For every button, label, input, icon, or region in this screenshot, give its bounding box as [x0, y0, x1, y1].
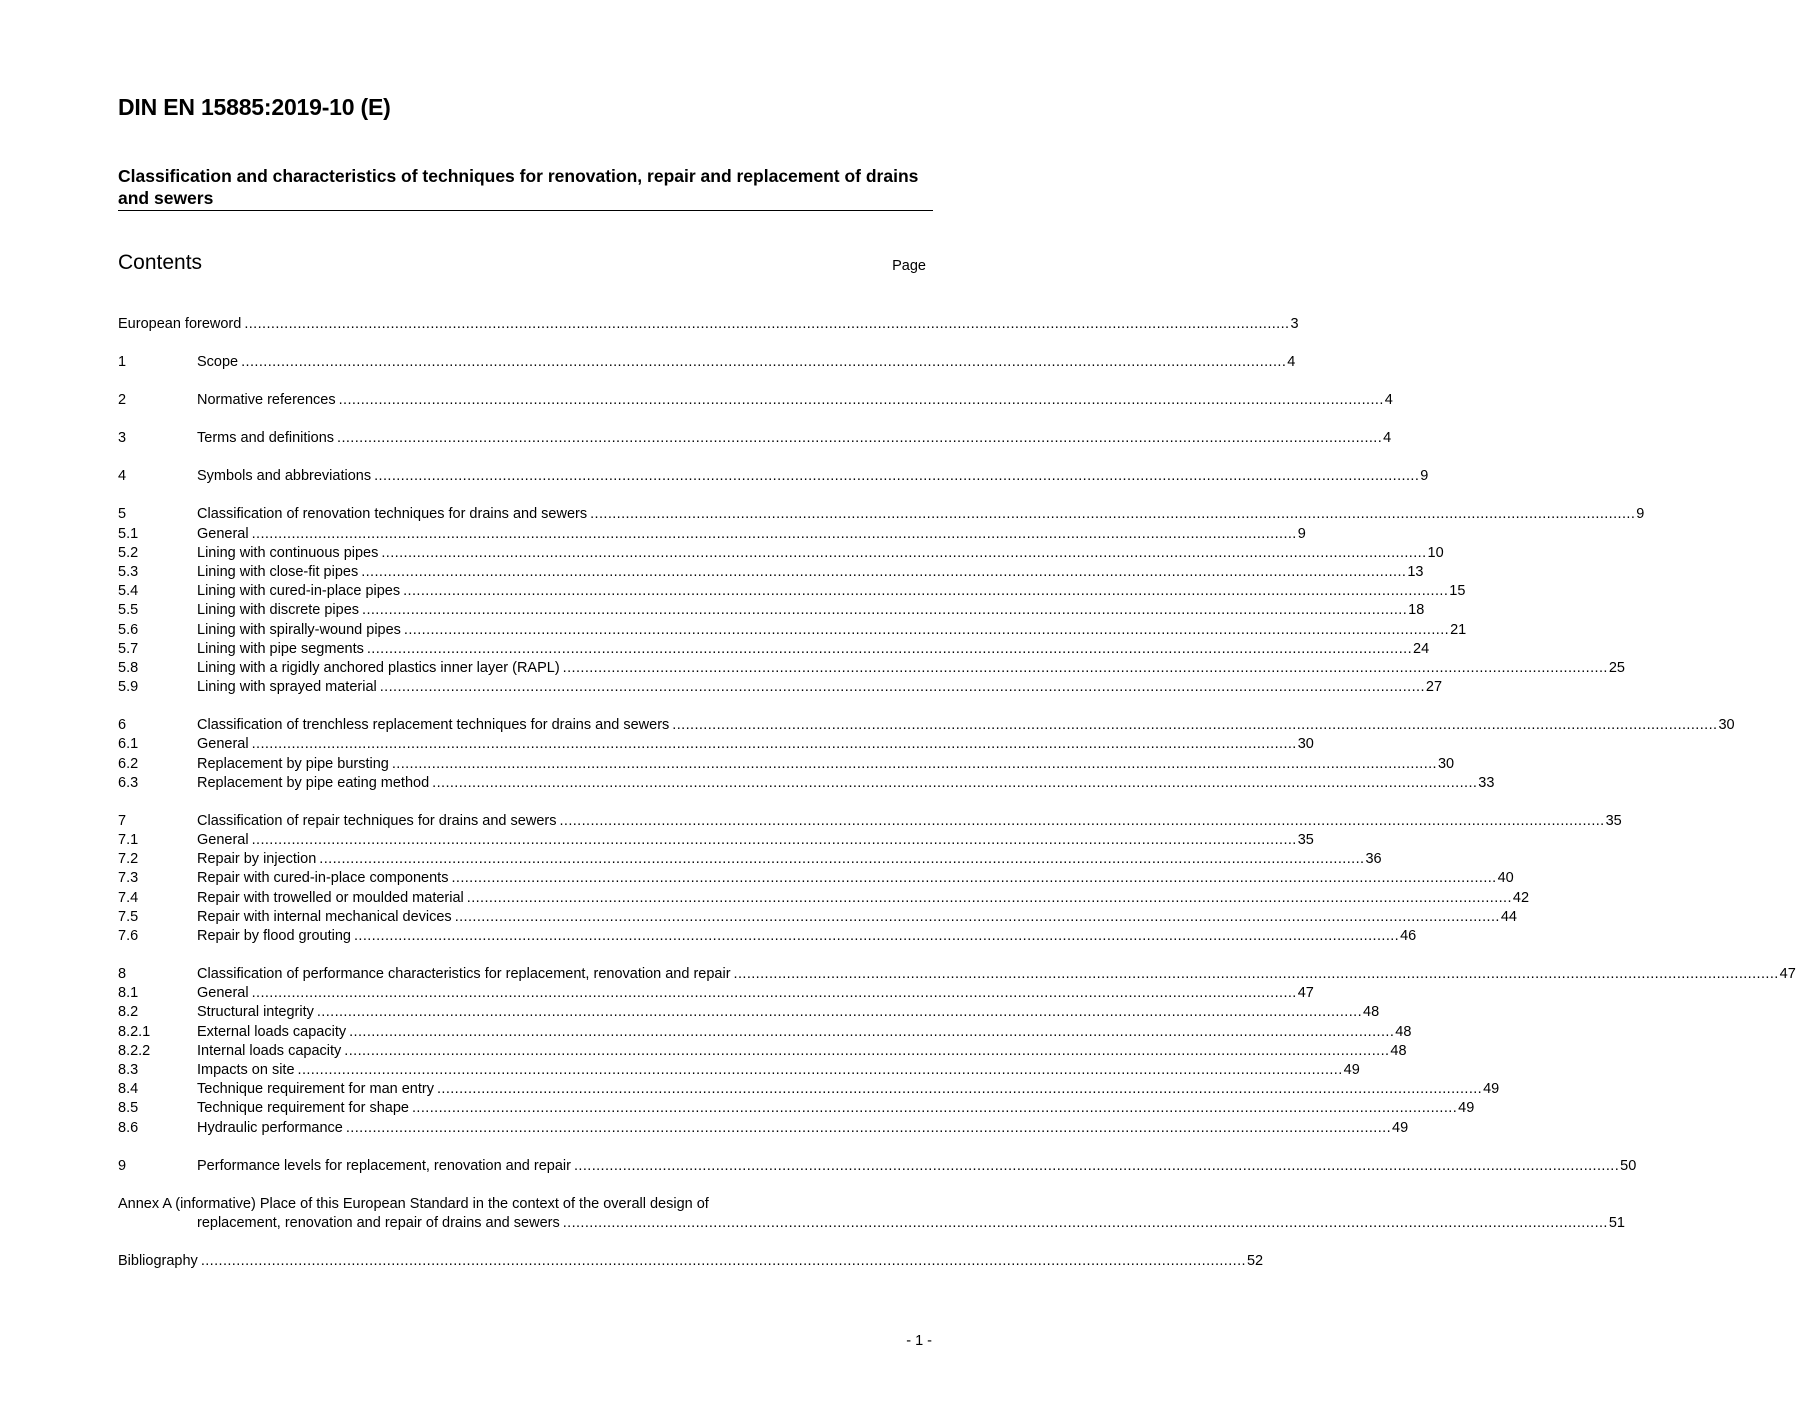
toc-entry-5-1[interactable]	[118, 525, 1306, 544]
toc-entry-title: Normative references	[197, 392, 336, 409]
toc-entry-number: 8.2.1	[118, 1023, 151, 1040]
toc-entry-8-2[interactable]	[118, 1003, 1380, 1022]
toc-entry-title: Technique requirement for shape	[197, 1100, 409, 1117]
toc-entry-4[interactable]	[118, 467, 1429, 486]
toc-entry-title: External loads capacity	[197, 1023, 347, 1040]
toc-entry-number: 2	[118, 392, 127, 409]
toc-entry-number: 5.9	[118, 679, 139, 696]
document-title: Classification and characteristics of techniques for renovation, repair and replacement of drains and sewers	[118, 165, 933, 211]
toc-entry-number: 3	[118, 430, 127, 447]
toc-entry-page: 18	[1408, 602, 1425, 619]
toc-entry-page: 40	[1497, 870, 1514, 887]
dot-leader	[298, 1061, 1343, 1080]
toc-entry-page: 50	[1620, 1157, 1637, 1174]
toc-entry-page: 30	[1437, 755, 1455, 772]
toc-entry-annex-a[interactable]	[118, 1214, 1625, 1233]
dot-leader	[672, 716, 1717, 735]
toc-entry-7-1[interactable]	[118, 831, 1314, 850]
toc-entry-page: 30	[1297, 736, 1314, 753]
toc-entry-9[interactable]	[118, 1157, 1637, 1176]
toc-entry-number: 5.7	[118, 640, 139, 657]
dot-leader	[241, 353, 1286, 372]
dot-leader	[337, 429, 1382, 448]
toc-entry-number: 7	[118, 812, 127, 829]
dot-leader	[392, 755, 1437, 774]
toc-entry-title: Internal loads capacity	[197, 1042, 342, 1059]
toc-entry-number: 1	[118, 354, 127, 371]
toc-entry-3[interactable]	[118, 429, 1392, 448]
toc-entry-number: 6.2	[118, 755, 139, 772]
toc-entry-title: Bibliography	[118, 1252, 198, 1269]
toc-entry-title: Performance levels for replacement, renovation and repair	[197, 1157, 571, 1174]
toc-entry-page: 42	[1512, 889, 1530, 906]
toc-entry-number: 8.3	[118, 1061, 139, 1078]
toc-entry-8-2-2[interactable]	[118, 1042, 1407, 1061]
toc-entry-page: 21	[1450, 621, 1467, 638]
dot-leader	[380, 678, 1425, 697]
toc-entry-title: Hydraulic performance	[197, 1119, 343, 1136]
toc-entry-title: Classification of trenchless replacement techniques for drains and sewers	[197, 717, 670, 734]
toc-entry-7-5[interactable]	[118, 908, 1517, 927]
toc-entry-number: 8.2	[118, 1004, 139, 1021]
toc-entry-number: 8.6	[118, 1119, 139, 1136]
toc-entry-8[interactable]	[118, 965, 1796, 984]
toc-entry-number: 7.6	[118, 927, 139, 944]
toc-entry-page: 48	[1390, 1042, 1407, 1059]
toc-entry-5-8[interactable]	[118, 659, 1625, 678]
dot-leader	[574, 1157, 1619, 1176]
toc-entry-number: 8.1	[118, 985, 139, 1002]
toc-entry-page: 51	[1608, 1214, 1625, 1231]
dot-leader	[374, 467, 1419, 486]
toc-entry-7-2[interactable]	[118, 850, 1382, 869]
toc-entry-page: 9	[1636, 506, 1645, 523]
toc-entry-page: 3	[1290, 316, 1299, 332]
toc-entry-6-1[interactable]	[118, 735, 1314, 754]
toc-entry-title: Lining with pipe segments	[197, 640, 364, 657]
dot-leader	[559, 812, 1604, 831]
toc-entry-number: 5.5	[118, 602, 139, 619]
toc-entry-number: 7.2	[118, 851, 139, 868]
dot-leader	[381, 544, 1426, 563]
toc-entry-number: 5.8	[118, 659, 139, 676]
toc-entry-title: Replacement by pipe eating method	[197, 774, 430, 791]
toc-entry-title: Terms and definitions	[197, 430, 335, 447]
toc-entry-7-3[interactable]	[118, 869, 1514, 888]
toc-entry-page: 4	[1384, 392, 1393, 409]
dot-leader	[455, 908, 1500, 927]
toc-entry-title: Lining with a rigidly anchored plastics inner layer (RAPL)	[197, 659, 560, 676]
dot-leader	[244, 315, 1289, 334]
toc-annex-a-title-line1[interactable]: Annex A (informative) Place of this European Standard in the context of the overall design of	[118, 1195, 709, 1212]
contents-heading: Contents	[118, 251, 203, 274]
toc-entry-number: 8	[118, 966, 127, 982]
toc-entry-6-2[interactable]	[118, 755, 1455, 774]
toc-entry-number: 8.5	[118, 1100, 139, 1117]
toc-entry-8-5[interactable]	[118, 1099, 1475, 1118]
toc-entry-8-4[interactable]	[118, 1080, 1500, 1099]
toc-entry-8-2-1[interactable]	[118, 1023, 1412, 1042]
toc-entry-2[interactable]	[118, 391, 1393, 410]
toc-entry-page: 36	[1365, 851, 1382, 868]
dot-leader	[317, 1003, 1362, 1022]
toc-entry-5-4[interactable]	[118, 582, 1466, 601]
dot-leader	[201, 1252, 1246, 1271]
dot-leader	[339, 391, 1384, 410]
document-id: DIN EN 15885:2019-10 (E)	[118, 94, 391, 120]
toc-entry-page: 4	[1383, 430, 1392, 447]
toc-entry-title: General	[197, 525, 249, 542]
toc-entry-page: 48	[1395, 1023, 1412, 1040]
toc-entry-number: 5	[118, 506, 127, 523]
toc-entry-6-3[interactable]	[118, 774, 1495, 793]
dot-leader	[432, 774, 1477, 793]
toc-entry-bibliography[interactable]	[118, 1252, 1264, 1271]
toc-entry-number: 6	[118, 717, 127, 734]
toc-entry-title: General	[197, 985, 249, 1002]
toc-entry-title: Replacement by pipe bursting	[197, 755, 389, 772]
toc-entry-number: 7.5	[118, 908, 139, 925]
toc-entry-title: General	[197, 831, 249, 848]
page-number-footer: - 1 -	[906, 1333, 932, 1349]
toc-entry-page: 30	[1718, 717, 1735, 734]
dot-leader	[563, 659, 1608, 678]
toc-entry-title: Impacts on site	[197, 1061, 295, 1078]
toc-entry-page: 9	[1297, 525, 1306, 542]
toc-entry-5[interactable]	[118, 505, 1645, 524]
toc-entry-title: Lining with discrete pipes	[197, 602, 360, 619]
toc-entry-title: Classification of performance characteristics for replacement, renovation and repair	[197, 966, 731, 982]
toc-entry-title: Repair by injection	[197, 851, 317, 868]
dot-leader	[362, 601, 1407, 620]
toc-entry-title: Technique requirement for man entry	[197, 1081, 434, 1098]
toc-entry-number: 7.1	[118, 831, 139, 848]
toc-entry-title: Classification of renovation techniques for drains and sewers	[197, 506, 588, 523]
toc-entry-title: Repair by flood grouting	[197, 927, 351, 944]
dot-leader	[467, 889, 1512, 908]
dot-leader	[344, 1042, 1389, 1061]
toc-entry-number: 5.4	[118, 583, 139, 600]
toc-entry-number: 5.3	[118, 563, 139, 580]
toc-entry-5-3[interactable]	[118, 563, 1424, 582]
toc-entry-page: 49	[1458, 1100, 1475, 1117]
toc-entry-title: Repair with internal mechanical devices	[197, 908, 452, 925]
toc-entry-page: 48	[1363, 1004, 1380, 1021]
toc-entry-number: 8.4	[118, 1081, 139, 1098]
toc-entry-title: General	[197, 736, 249, 753]
toc-entry-page: 49	[1483, 1081, 1500, 1098]
dot-leader	[361, 563, 1406, 582]
dot-leader	[563, 1214, 1608, 1233]
toc-entry-page: 35	[1605, 812, 1622, 829]
toc-entry-number: 8.2.2	[118, 1042, 151, 1059]
toc-entry-title: Structural integrity	[197, 1004, 314, 1021]
toc-entry-7[interactable]	[118, 812, 1622, 831]
toc-entry-page: 25	[1608, 659, 1625, 676]
toc-entry-title: Lining with close-fit pipes	[197, 563, 359, 580]
toc-entry-page: 47	[1297, 985, 1314, 1002]
toc-entry-8-3[interactable]	[118, 1061, 1360, 1080]
toc-entry-page: 52	[1246, 1252, 1264, 1269]
toc-entry-7-6[interactable]	[118, 927, 1417, 946]
toc-entry-6[interactable]	[118, 716, 1735, 735]
dot-leader	[412, 1099, 1457, 1118]
toc-entry-foreword[interactable]	[118, 315, 1299, 334]
dot-leader	[354, 927, 1399, 946]
dot-leader	[252, 735, 1297, 754]
toc-entry-number: 4	[118, 468, 127, 485]
dot-leader	[437, 1080, 1482, 1099]
toc-entry-5-2[interactable]	[118, 544, 1444, 563]
toc-entry-number: 5.2	[118, 544, 139, 561]
toc-entry-page: 9	[1420, 468, 1429, 485]
toc-entry-5-6[interactable]	[118, 621, 1467, 640]
toc-entry-page: 4	[1287, 354, 1296, 371]
dot-leader	[403, 582, 1448, 601]
toc-entry-title: Classification of repair techniques for drains and sewers	[197, 812, 557, 829]
toc-entry-page: 49	[1343, 1061, 1360, 1078]
toc-entry-title: Scope	[197, 354, 239, 371]
toc-entry-number: 9	[118, 1157, 127, 1174]
toc-entry-number: 5.6	[118, 621, 139, 638]
toc-entry-title: Symbols and abbreviations	[197, 468, 372, 485]
dot-leader	[734, 965, 1779, 984]
toc-entry-8-6[interactable]	[118, 1119, 1409, 1138]
toc-entry-number: 6.3	[118, 774, 139, 791]
toc-entry-5-5[interactable]	[118, 601, 1425, 620]
dot-leader	[367, 640, 1412, 659]
toc-entry-8-1[interactable]	[118, 984, 1314, 1003]
toc-entry-title: European foreword	[118, 316, 242, 332]
dot-leader	[252, 984, 1297, 1003]
toc-entry-page: 10	[1427, 544, 1444, 561]
dot-leader	[346, 1119, 1391, 1138]
toc-entry-page: 13	[1407, 563, 1424, 580]
toc-entry-page: 15	[1449, 583, 1466, 600]
toc-entry-number: 5.1	[118, 525, 139, 542]
dot-leader	[252, 831, 1297, 850]
toc-entry-page: 44	[1500, 908, 1517, 925]
toc-entry-page: 33	[1478, 774, 1495, 791]
toc-entry-title: Lining with cured-in-place pipes	[197, 583, 401, 600]
toc-entry-page: 35	[1297, 831, 1314, 848]
toc-entry-page: 49	[1392, 1119, 1409, 1136]
page-column-heading: Page	[892, 258, 926, 274]
dot-leader	[404, 621, 1449, 640]
toc-entry-number: 7.3	[118, 870, 139, 887]
toc-entry-number: 6.1	[118, 736, 139, 753]
toc-entry-title: Lining with continuous pipes	[197, 544, 379, 561]
toc-entry-5-9[interactable]	[118, 678, 1443, 697]
toc-entry-title: Lining with sprayed material	[197, 679, 377, 696]
dot-leader	[451, 869, 1496, 888]
toc-entry-number: 7.4	[118, 889, 139, 906]
toc-entry-title: Lining with spirally-wound pipes	[197, 621, 401, 638]
table-of-contents	[118, 315, 1796, 1271]
toc-entry-1[interactable]	[118, 353, 1296, 372]
toc-entry-title: Repair with trowelled or moulded material	[197, 889, 464, 906]
toc-entry-page: 46	[1400, 927, 1417, 944]
dot-leader	[252, 525, 1297, 544]
toc-entry-title: Repair with cured-in-place components	[197, 870, 449, 887]
toc-entry-5-7[interactable]	[118, 640, 1430, 659]
dot-leader	[319, 850, 1364, 869]
toc-entry-title: replacement, renovation and repair of drains and sewers	[197, 1214, 560, 1231]
dot-leader	[590, 505, 1635, 524]
toc-entry-page: 27	[1425, 679, 1443, 696]
dot-leader	[349, 1023, 1394, 1042]
toc-entry-page: 47	[1779, 966, 1796, 982]
toc-entry-page: 24	[1413, 640, 1430, 657]
toc-entry-7-4[interactable]	[118, 889, 1530, 908]
